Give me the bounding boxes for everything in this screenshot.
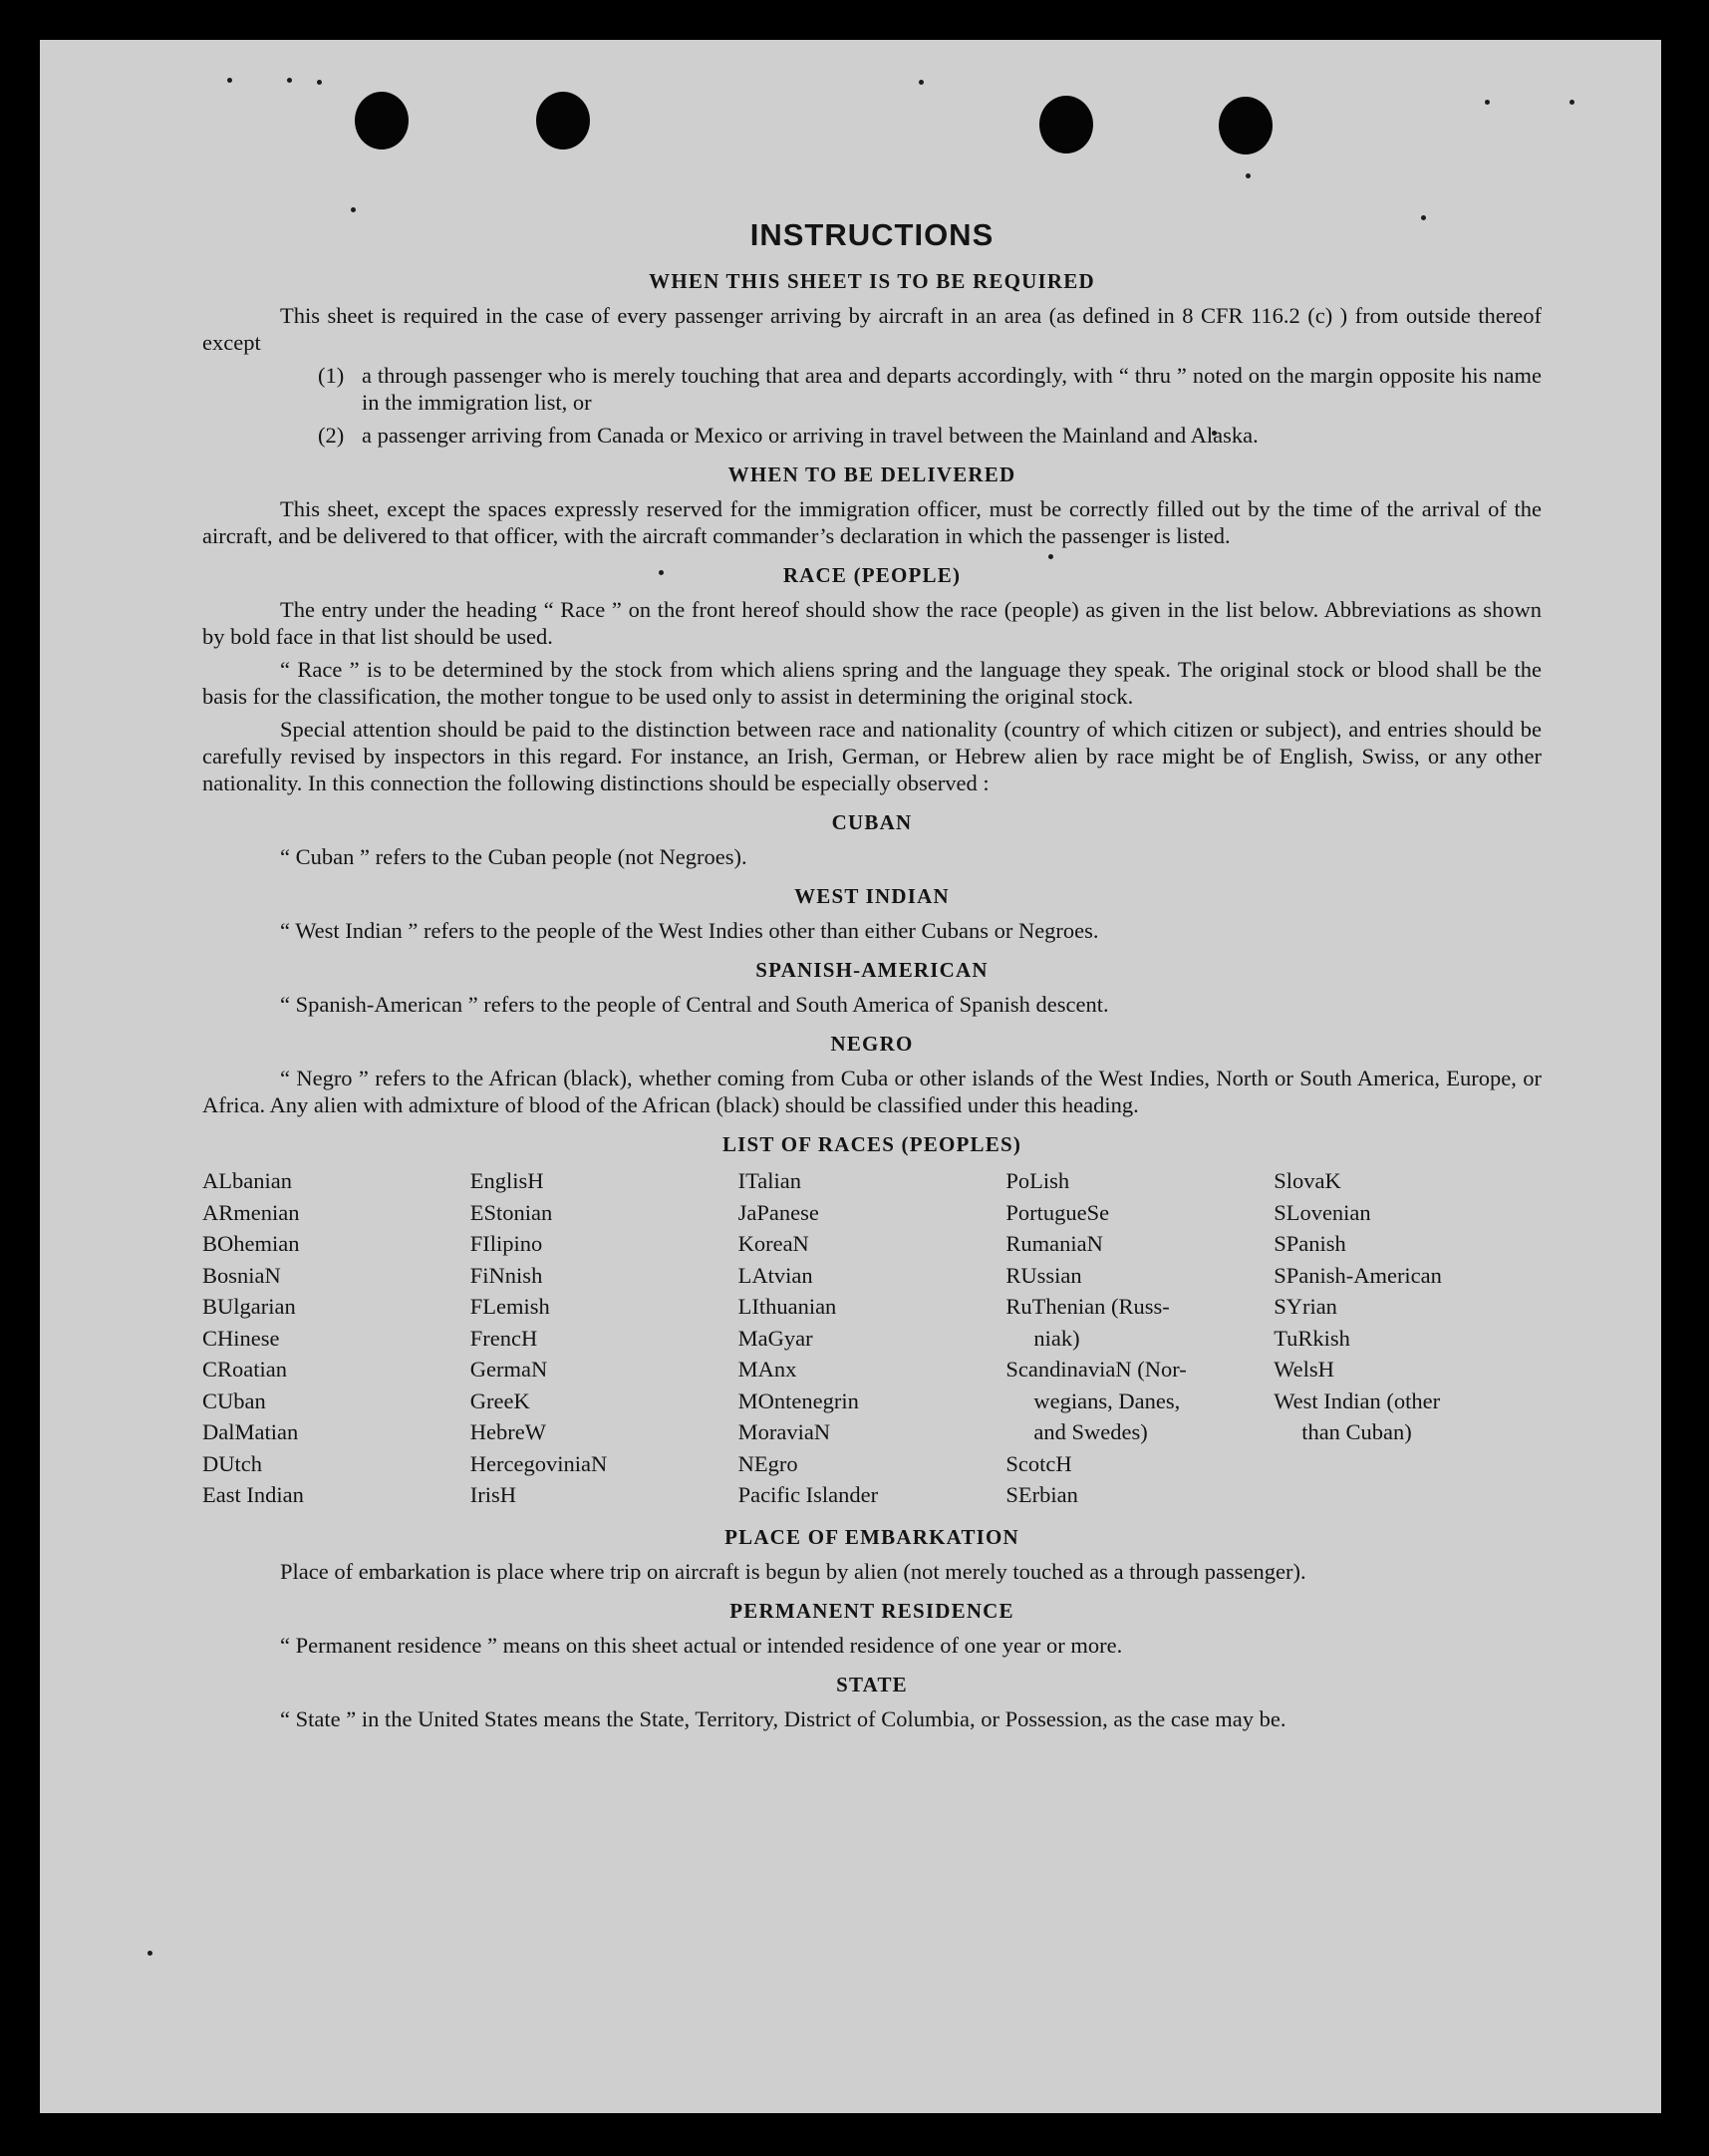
- instructions-content: [202, 169, 1542, 1738]
- race-entry: SlovaK: [1274, 1168, 1341, 1193]
- heading-when-delivered: WHEN TO BE DELIVERED: [727, 462, 1016, 486]
- speck: [317, 80, 322, 85]
- race-entry: GermaN: [469, 1357, 548, 1382]
- speck: [1569, 100, 1574, 105]
- race-entry: KoreaN: [737, 1231, 809, 1256]
- race-entry: HebreW: [469, 1419, 546, 1444]
- race-paragraph-1: The entry under the heading “ Race ” on the front hereof should show the race (people) as given in the list below. Abbreviations as shown by bold face in that list should be used.: [202, 597, 1542, 649]
- embarkation-text: Place of embarkation is place where trip on aircraft is begun by alien (not merely touched as a through passenger).: [280, 1558, 1306, 1584]
- race-entry: MaGyar: [737, 1325, 813, 1351]
- race-entry: NEgro: [737, 1450, 798, 1476]
- races-column-5: [1274, 1165, 1542, 1511]
- race-entry: RuThenian (Russ-: [1005, 1294, 1170, 1319]
- race-entry-continued: wegians, Danes,: [1033, 1387, 1181, 1413]
- punch-hole-3: [1039, 96, 1093, 154]
- race-entry: LIthuanian: [737, 1294, 837, 1319]
- residence-text: “ Permanent residence ” means on this sheet actual or intended residence of one year or more.: [280, 1632, 1123, 1658]
- race-entry: DalMatian: [202, 1419, 299, 1444]
- race-entry: CRoatian: [202, 1357, 287, 1382]
- race-entry: SErbian: [1005, 1482, 1078, 1507]
- race-entry: ScotcH: [1005, 1450, 1072, 1476]
- cuban-text: “ Cuban ” refers to the Cuban people (not Negroes).: [280, 844, 747, 869]
- heading-list-of-races: LIST OF RACES (PEOPLES): [721, 1132, 1022, 1156]
- races-table: [202, 1165, 1542, 1511]
- race-entry: BUlgarian: [202, 1294, 296, 1319]
- race-entry: ARmenian: [202, 1199, 300, 1225]
- speck: [147, 1951, 152, 1956]
- races-column-3: [738, 1165, 1006, 1511]
- race-entry: WelsH: [1274, 1357, 1334, 1382]
- punch-hole-2: [536, 92, 590, 150]
- race-entry: LAtvian: [737, 1262, 813, 1288]
- page-title: INSTRUCTIONS: [749, 217, 995, 252]
- west-indian-text: “ West Indian ” refers to the people of the West Indies other than either Cubans or Negroes.: [280, 918, 1099, 943]
- race-entry: SLovenian: [1274, 1199, 1371, 1225]
- heading-negro: NEGRO: [830, 1032, 914, 1056]
- race-entry: CHinese: [202, 1325, 280, 1351]
- race-entry: FiNnish: [469, 1262, 543, 1288]
- speck: [1485, 100, 1490, 105]
- races-column-4: [1005, 1165, 1274, 1511]
- race-entry: IrisH: [469, 1482, 517, 1507]
- race-entry: Pacific Islander: [737, 1482, 879, 1507]
- race-entry: EnglisH: [469, 1168, 544, 1193]
- race-entry: PoLish: [1005, 1168, 1070, 1193]
- race-paragraph-3: Special attention should be paid to the distinction between race and nationality (country of which citizen or subject), and entries should be carefully revised by inspectors in this regard. For instance, an Irish, German, or Hebrew alien by race might be of English, Swiss, or any other nationality. In this connection the following distinctions should be especially observed :: [202, 717, 1542, 795]
- list-item: [202, 362, 1542, 416]
- race-entry: RUssian: [1005, 1262, 1082, 1288]
- spanish-american-text: “ Spanish-American ” refers to the people of Central and South America of Spanish descent.: [280, 992, 1109, 1017]
- race-entry: RumaniaN: [1005, 1231, 1103, 1256]
- list-item: [202, 422, 1542, 449]
- race-entry: MAnx: [737, 1357, 797, 1382]
- heading-cuban: CUBAN: [831, 810, 913, 834]
- speck: [227, 78, 232, 83]
- race-entry: EStonian: [469, 1199, 553, 1225]
- race-entry-continued: and Swedes): [1033, 1419, 1148, 1444]
- race-entry: West Indian (other: [1274, 1387, 1441, 1413]
- race-entry: FIlipino: [469, 1231, 543, 1256]
- race-entry: DUtch: [202, 1450, 262, 1476]
- race-entry: FrencH: [469, 1325, 538, 1351]
- races-column-1: [202, 1165, 470, 1511]
- negro-text: “ Negro ” refers to the African (black), whether coming from Cuba or other islands of the West Indies, North or South America, Europe, or Africa. Any alien with admixture of blood of the African (black) should be classified under this heading.: [202, 1066, 1542, 1117]
- race-entry: SYrian: [1274, 1294, 1337, 1319]
- race-entry: HercegoviniaN: [469, 1450, 608, 1476]
- heading-state: STATE: [836, 1672, 908, 1696]
- race-entry: SPanish: [1274, 1231, 1346, 1256]
- race-entry: MoraviaN: [737, 1419, 831, 1444]
- race-entry: MOntenegrin: [737, 1387, 859, 1413]
- race-entry: CUban: [202, 1387, 266, 1413]
- race-entry: ITalian: [737, 1168, 801, 1193]
- race-entry: FLemish: [469, 1294, 550, 1319]
- list-item-text: a through passenger who is merely touching that area and departs accordingly, with “ thru ” noted on the margin opposite his name in the immigration list, or: [362, 363, 1542, 415]
- speck: [287, 78, 292, 83]
- heading-when-required: WHEN THIS SHEET IS TO BE REQUIRED: [649, 269, 1095, 293]
- document-page: [40, 40, 1661, 2113]
- list-item-text: a passenger arriving from Canada or Mexico or arriving in travel between the Mainland and Alaska.: [362, 423, 1259, 448]
- race-entry-continued: than Cuban): [1301, 1419, 1412, 1444]
- speck: [919, 80, 924, 85]
- race-entry-continued: niak): [1033, 1325, 1080, 1351]
- heading-embarkation: PLACE OF EMBARKATION: [724, 1524, 1019, 1549]
- heading-spanish-american: SPANISH-AMERICAN: [755, 958, 989, 982]
- race-entry: JaPanese: [737, 1199, 819, 1225]
- race-entry: ALbanian: [202, 1168, 292, 1193]
- race-entry: ScandinaviaN (Nor-: [1005, 1357, 1187, 1382]
- punch-hole-4: [1219, 97, 1273, 154]
- race-paragraph-2: “ Race ” is to be determined by the stock from which aliens spring and the language they speak. The original stock or blood shall be the basis for the classification, the mother tongue to be used only to assist in determining the original stock.: [202, 657, 1542, 709]
- required-intro: This sheet is required in the case of every passenger arriving by aircraft in an area (as defined in 8 CFR 116.2 (c) ) from outside thereof except: [202, 303, 1542, 355]
- race-entry: East Indian: [202, 1482, 304, 1507]
- race-entry: TuRkish: [1274, 1325, 1350, 1351]
- list-item-number: (1): [318, 363, 345, 388]
- races-column-2: [470, 1165, 738, 1511]
- list-item-number: (2): [318, 423, 345, 448]
- heading-permanent-residence: PERMANENT RESIDENCE: [729, 1598, 1014, 1623]
- state-text: “ State ” in the United States means the State, Territory, District of Columbia, or Possession, as the case may be.: [280, 1705, 1286, 1731]
- race-entry: PortugueSe: [1005, 1199, 1110, 1225]
- heading-west-indian: WEST INDIAN: [794, 884, 950, 908]
- heading-race: RACE (PEOPLE): [782, 563, 962, 587]
- race-entry: BosniaN: [202, 1262, 281, 1288]
- race-entry: BOhemian: [202, 1231, 300, 1256]
- punch-hole-1: [355, 92, 409, 150]
- race-entry: SPanish-American: [1274, 1262, 1442, 1288]
- delivered-text: This sheet, except the spaces expressly reserved for the immigration officer, must be correctly filled out by the time of the arrival of the aircraft, and be delivered to that officer, with the aircraft commander’s declaration in which the passenger is listed.: [202, 496, 1542, 548]
- race-entry: GreeK: [469, 1387, 530, 1413]
